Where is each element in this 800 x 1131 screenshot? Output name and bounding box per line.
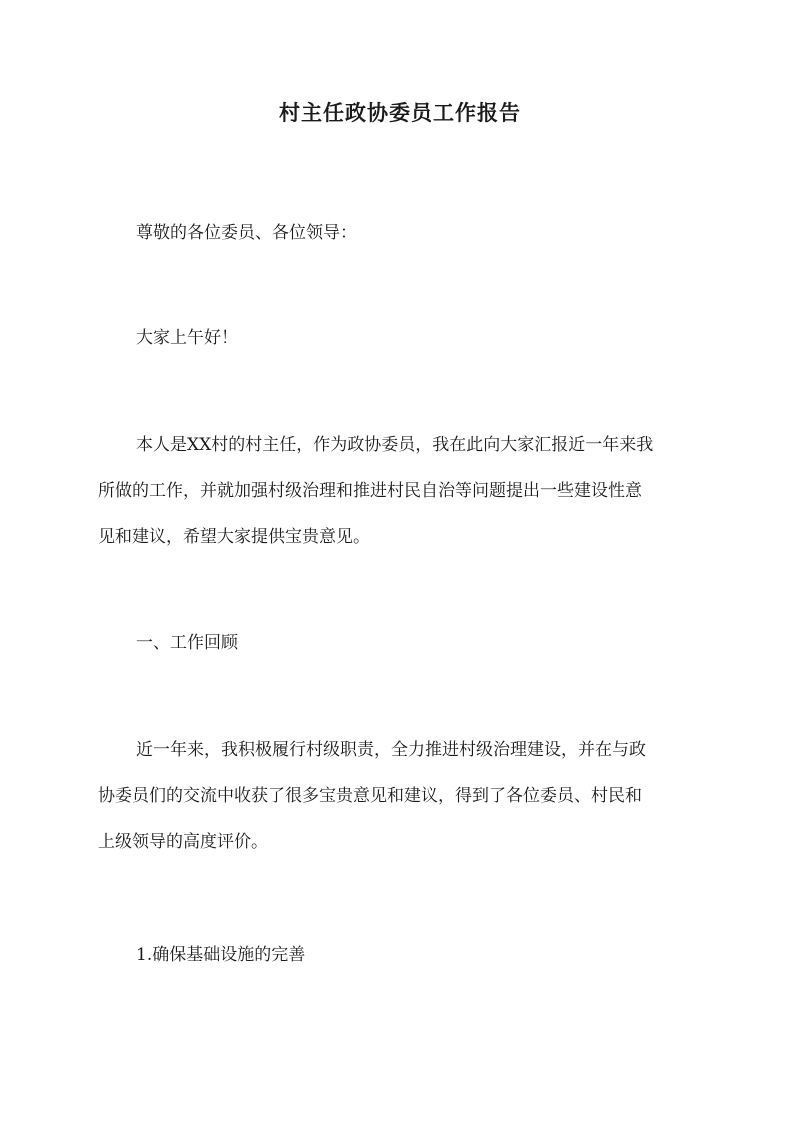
section-heading-work-review: 一、工作回顾 xyxy=(136,633,238,653)
document-title: 村主任政协委员工作报告 xyxy=(279,100,521,125)
intro-paragraph xyxy=(98,422,716,560)
subsection-heading-infrastructure: 1.确保基础设施的完善 xyxy=(136,945,306,965)
salutation: 尊敬的各位委员、各位领导： xyxy=(136,223,357,243)
work-review-paragraph xyxy=(98,727,716,865)
intro-line-2: 所做的工作，并就加强村级治理和推进村民自治等问题提出一些建设性意 xyxy=(98,481,642,501)
work-review-line-2: 协委员们的交流中收获了很多宝贵意见和建议，得到了各位委员、村民和 xyxy=(98,786,642,806)
work-review-line-3: 上级领导的高度评价。 xyxy=(98,832,268,852)
intro-line-1: 本人是XX村的村主任，作为政协委员，我在此向大家汇报近一年来我 xyxy=(136,435,654,455)
intro-line-3: 见和建议，希望大家提供宝贵意见。 xyxy=(98,527,370,547)
work-review-line-1: 近一年来，我积极履行村级职责，全力推进村级治理建设，并在与政 xyxy=(136,740,646,760)
greeting: 大家上午好！ xyxy=(136,328,238,348)
